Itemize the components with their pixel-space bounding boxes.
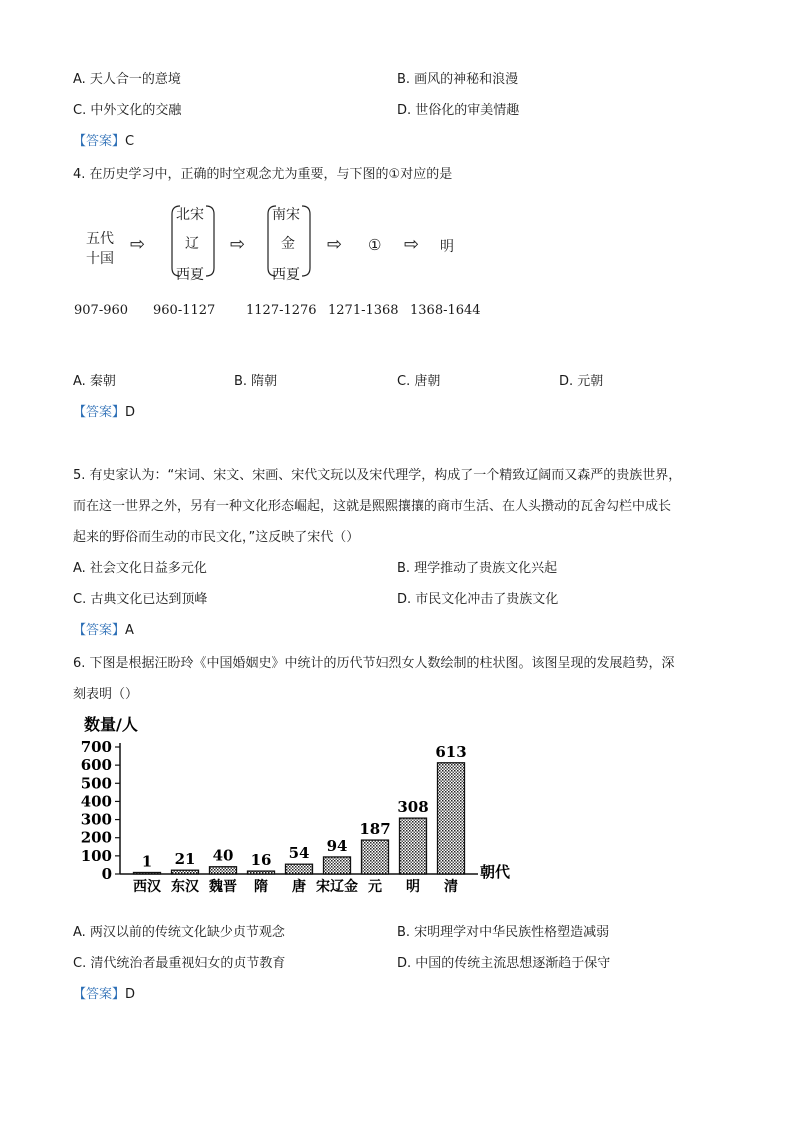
q5-option-d: D. 市民文化冲击了贵族文化 [397,592,559,607]
q3-option-b: B. 画风的神秘和浪漫 [397,72,519,87]
arrow-2: ⇨ [230,234,246,255]
box2-mid: 金 [281,236,295,252]
y-tick-label: 600 [80,756,112,775]
answer-tag: 【答案】 [73,987,126,1002]
category-label: 明 [406,879,420,895]
year-range-1: 907-960 [74,303,129,318]
box1-top: 北宋 [176,207,204,223]
q6-option-b: B. 宋明理学对中华民族性格塑造减弱 [397,925,610,940]
bar [362,840,389,874]
bar-value-label: 54 [288,844,310,863]
year-range-5: 1368-1644 [410,303,481,318]
bar [172,870,199,874]
y-tick-label: 300 [80,810,112,829]
category-label: 东汉 [171,879,199,895]
category-label: 清 [444,879,458,895]
q4-option-a: A. 秦朝 [73,374,116,389]
wudai-line1: 五代 [86,231,114,247]
y-tick-label: 500 [80,774,112,793]
answer-tag: 【答案】 [73,405,126,420]
q5-option-b: B. 理学推动了贵族文化兴起 [397,561,558,576]
arrow-4: ⇨ [404,234,420,255]
martyr-women-bar-chart [70,710,530,900]
ming-label: 明 [440,239,454,255]
category-label: 魏晋 [209,879,237,895]
answer-tag: 【答案】 [73,134,126,149]
q4-answer [73,401,135,420]
y-tick-label: 400 [80,792,112,811]
bar-value-label: 21 [174,850,196,869]
bar-value-label: 16 [250,851,272,870]
bar-value-label: 187 [359,820,391,839]
bar [286,864,313,874]
q5-stem-line2: 而在这一世界之外，另有一种文化形态崛起，这就是熙熙攘攘的商市生活、在人头攒动的瓦舍勾栏中成长 [73,499,672,514]
x-axis-label: 朝代 [480,863,511,881]
y-tick-label: 0 [101,865,112,883]
box1-mid: 辽 [185,236,199,252]
answer-value: D [125,987,136,1002]
q5-answer [73,619,134,638]
arrow-1: ⇨ [130,234,146,255]
bar-value-label: 1 [141,852,153,871]
q6-option-d: D. 中国的传统主流思想逐渐趋于保守 [397,956,611,971]
q3-option-c: C. 中外文化的交融 [73,103,182,118]
wudai-line2: 十国 [86,251,114,267]
q5-stem-line3: 起来的野俗而生动的市民文化，”这反映了宋代（） [73,530,360,545]
q3-option-d: D. 世俗化的审美情趣 [397,103,520,118]
answer-tag: 【答案】 [73,623,126,638]
bar-value-label: 94 [326,836,348,855]
q5-option-c: C. 古典文化已达到顶峰 [73,592,208,607]
arrow-3: ⇨ [327,234,343,255]
bar-value-label: 613 [435,742,467,761]
q6-option-c: C. 清代统治者最重视妇女的贞节教育 [73,956,286,971]
category-label: 西汉 [133,879,161,895]
category-label: 唐 [292,879,306,895]
box2-top: 南宋 [272,207,300,223]
bar [324,857,351,874]
q4-option-d: D. 元朝 [559,374,604,389]
q6-stem-line2: 刻表明（） [73,687,139,702]
q6-answer [73,983,135,1002]
answer-value: D [125,405,136,420]
q4-option-b: B. 隋朝 [234,374,278,389]
q6-option-a: A. 两汉以前的传统文化缺少贞节观念 [73,925,285,940]
q3-answer [73,130,134,149]
q5-option-a: A. 社会文化日益多元化 [73,561,207,576]
bar-value-label: 40 [212,846,234,865]
category-label: 元 [368,879,382,895]
category-label: 隋 [254,879,268,895]
circle-one-marker: ① [368,236,382,254]
y-tick-label: 700 [80,738,112,756]
q4-stem: 4. 在历史学习中，正确的时空观念尤为重要，与下图的①对应的是 [73,167,453,182]
box2-bottom: 西夏 [272,267,300,283]
bar-value-label: 308 [397,798,429,817]
year-range-4: 1271-1368 [328,303,399,318]
answer-value: C [125,134,135,149]
y-axis-label: 数量/人 [84,715,138,734]
bar [134,873,161,875]
y-tick-label: 100 [80,846,112,865]
q5-stem-line1: 5. 有史家认为：“宋词、宋文、宋画、宋代文玩以及宋代理学，构成了一个精致辽阔而又森严的贵族世界， [73,468,682,483]
answer-value: A [125,623,134,638]
chart-bars [133,743,467,895]
wudai-label [86,229,114,269]
bar [248,871,275,874]
bar [210,867,237,874]
bar [438,763,465,874]
y-tick-label: 200 [80,828,112,847]
box1-bottom: 西夏 [176,267,204,283]
q3-option-a: A. 天人合一的意境 [73,72,181,87]
year-range-3: 1127-1276 [246,303,317,318]
year-range-2: 960-1127 [153,303,216,318]
q6-stem-line1: 6. 下图是根据汪盼玲《中国婚姻史》中统计的历代节妇烈女人数绘制的柱状图。该图呈现的发展趋势，深 [73,656,675,671]
q4-option-c: C. 唐朝 [397,374,441,389]
category-label: 宋辽金 [316,879,358,895]
bar [400,818,427,874]
